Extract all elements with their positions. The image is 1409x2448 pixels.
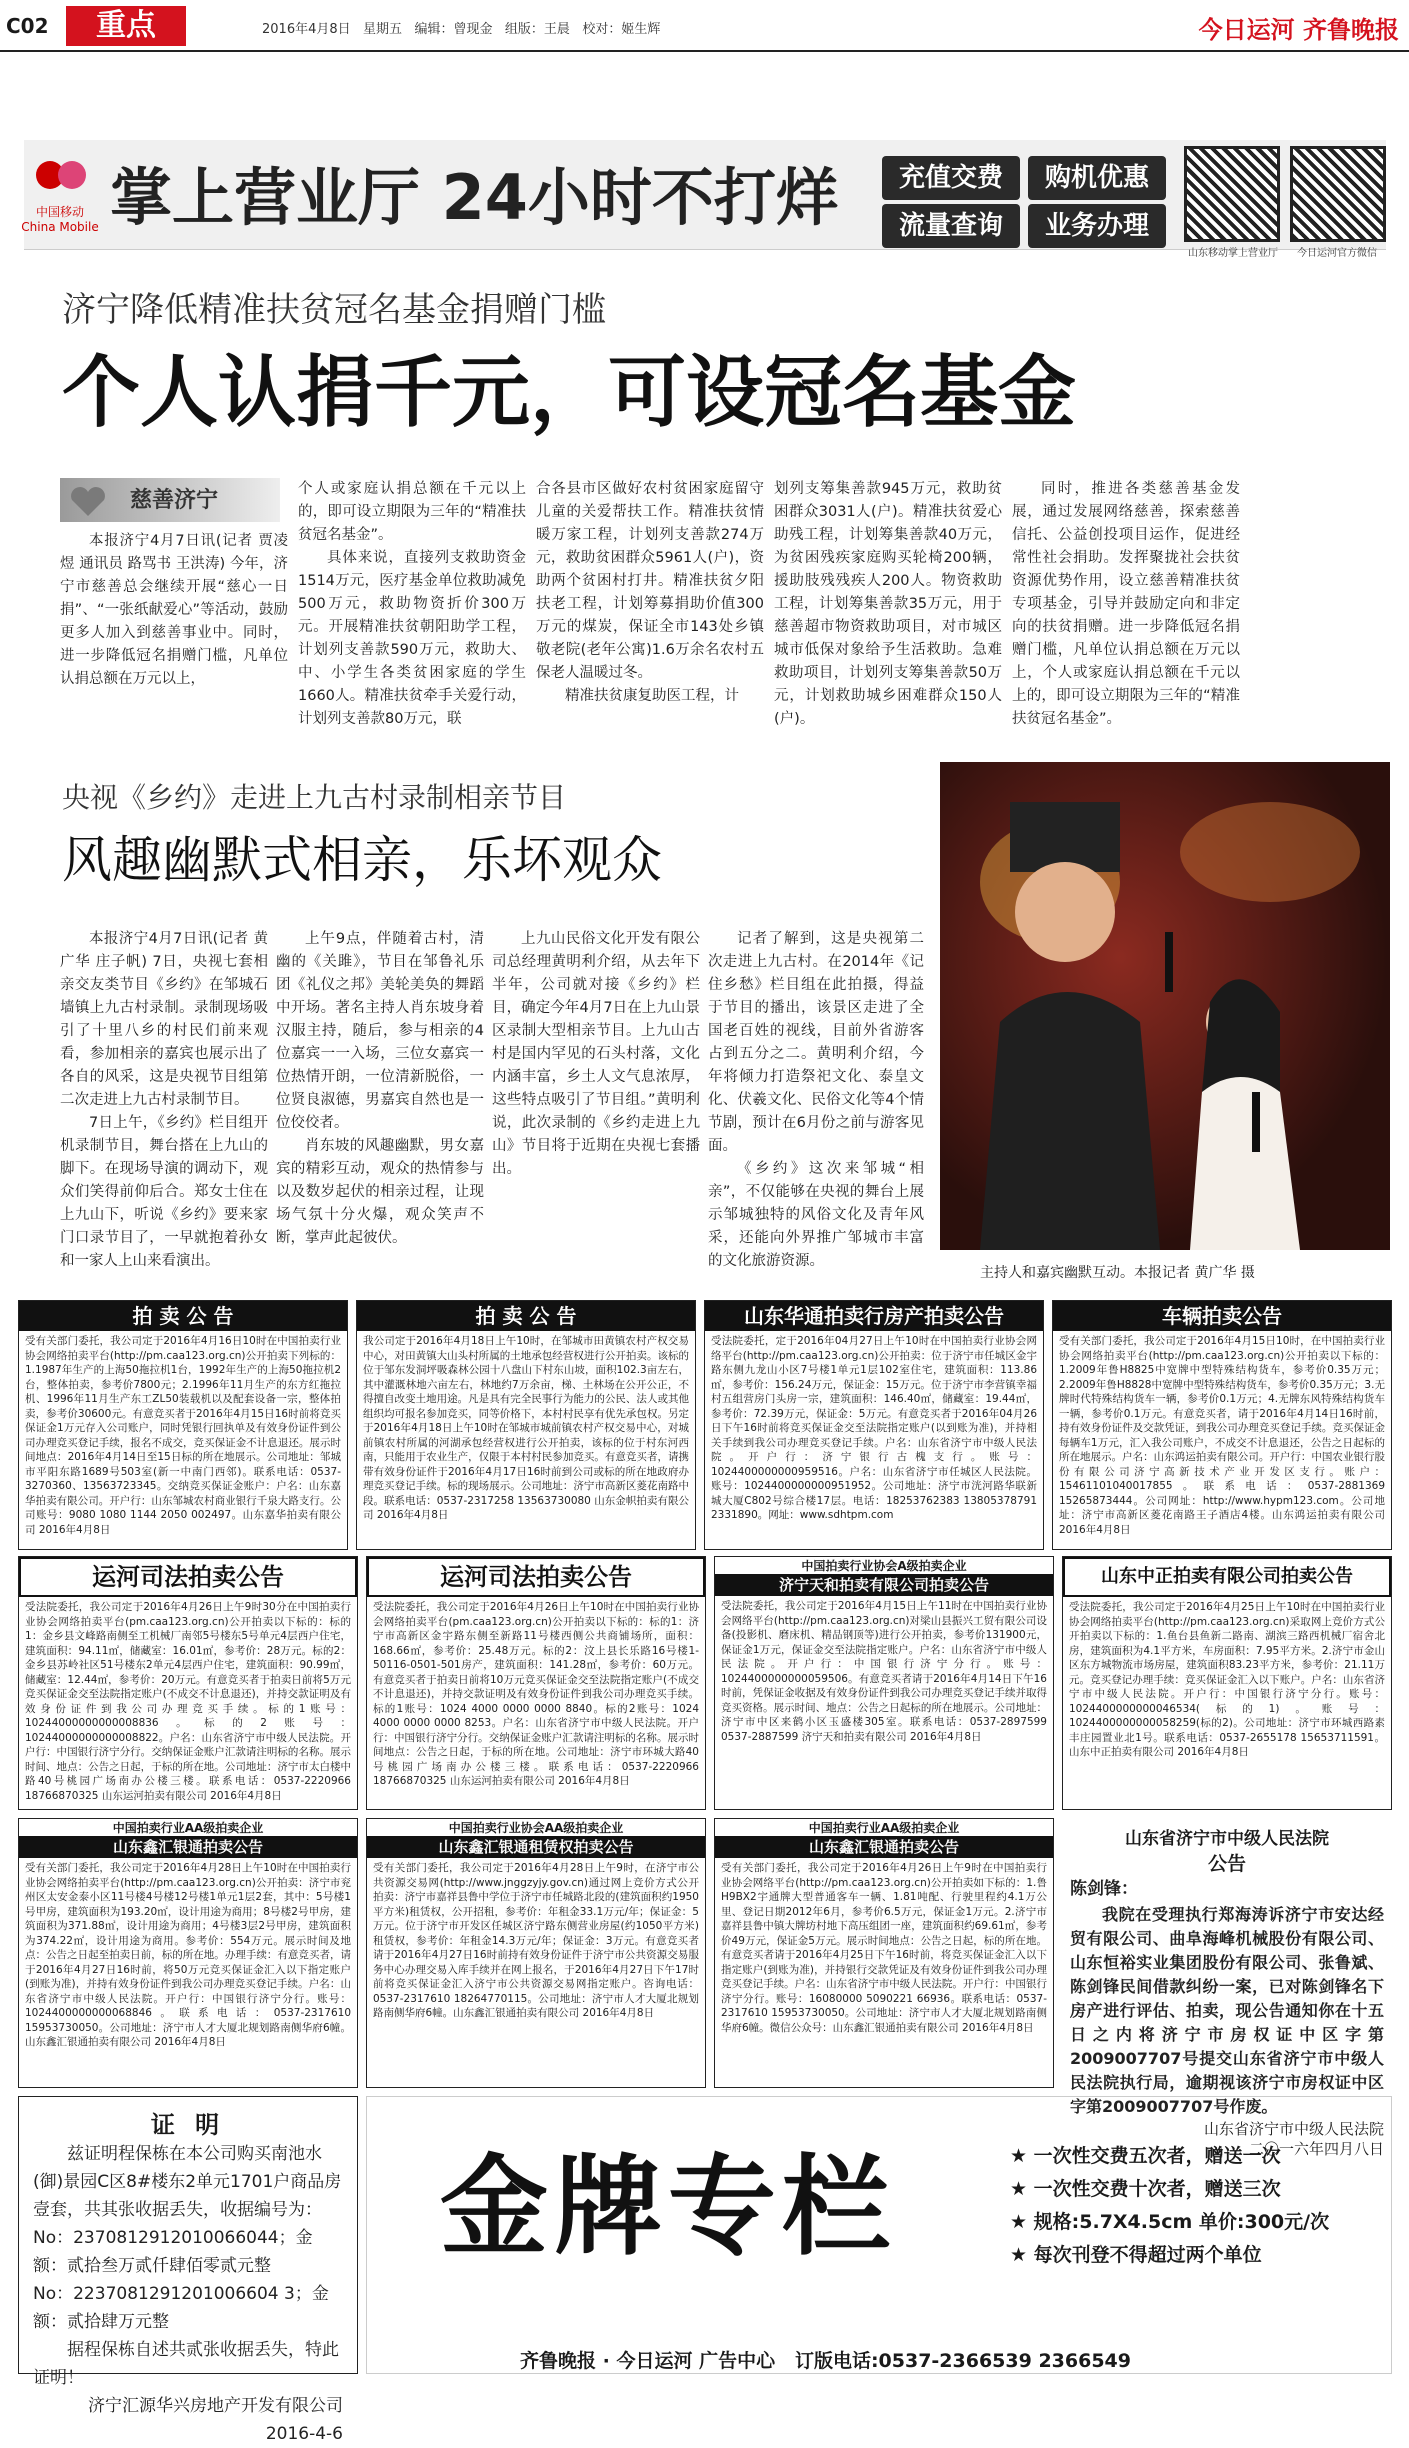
auction-notice-body: 受法院委托，我公司定于2016年4月15日上午11时在中国拍卖行业协会网络平台(http://pm.caa123.org.cn)对梁山县振兴工贸有限公司设备(投影机、磨床机、精品钢顶等)进行公开拍卖，参考价131900元，保证金1万元，保证金交至法院指定账户。户名：山东省济宁市中级人民法院。开户行：中国银行济宁分行。账号：1024400000000059506。有意竞买者请于2016年4月14日下午16时前，凭保证金收据及有效身份证件到我公司办理竞买登记手续并取得竞买资格。展示时间、地点：公告之日起标的所在地展示。公司地址：济宁市中区来鹤小区玉盛楼305室。联系电话：0537-2897599 0537-2887599 济宁天和拍卖有限公司 2016年4月8日 — [721, 1600, 1047, 1743]
auction-notice-body: 受法院委托，我公司定于2016年4月26日上午10时在中国拍卖行业协会网络拍卖平台(pm.caa123.org.cn)公开拍卖以下标的：标的1：济宁市高新区金宇路东侧至新路11号楼西侧公共商铺场所，面积：168.66㎡，参考价：25.48万元。标的2：汶上县长乐路16号楼1-50116-0501-501房产，建筑面积：141.28㎡，参考价：60万元。有意竞买者于拍卖日前将10万元竞买保证金交至法院指定账户(不成交不计息退还)，并持交款证明及有效身份证件到我公司办理竞买手续。标的1账号：1024 4000 0000 0000 8840。标的2账号：1024 4000 0000 0000 8253。户名：山东省济宁市中级人民法院。开户行：中国银行济宁分行。交纳保证金账户汇款请注明标的名称。展示时间地点：公告之日起，于标的所在地。公司地址：济宁市环城大路40号桃园广场南办公楼三楼。联系电话：0537-2220966 18766870325 山东运河拍卖有限公司 2016年4月8日 — [373, 1601, 699, 1787]
certificate-date: 2016-4-6 — [265, 2424, 343, 2444]
page-header — [0, 0, 1409, 52]
china-mobile-logo — [20, 150, 100, 240]
auction-notice-title: 济宁天和拍卖有限公司拍卖公告 — [715, 1574, 1053, 1596]
article2-col3: 上九山民俗文化开发有限公司总经理黄明利介绍，从去年下半年，公司就对接《乡约》栏目，确定今年4月7日在上九山景区录制大型相亲节目。上九山古村是国内罕见的石头村落，文化内涵丰富，乡土人文气息浓厚，这些特点吸引了节目组。”黄明利说，此次录制的《乡约走进上九山》节目将于近期在央视七套播出。 — [492, 931, 700, 1177]
section-tag: 重点 — [66, 6, 186, 46]
article2-col1: 本报济宁4月7日讯(记者 黄广华 庄子帆) 7日，央视七套相亲交友类节目《乡约》在邹城石墙镇上九古村录制。录制现场吸引了十里八乡的村民们前来观看，参加相亲的嘉宾也展示出了各自的风采，这是央视节目组第二次走进上九古村录制节目。 7日上午，《乡约》栏目组开机录制节目，舞台搭在上九山的脚下。在现场导演的调动下，观众们笑得前仰后合。郑女士住在上九山下，听说《乡约》要来家门口录节目了，一早就抱着孙女和一家人上山来看演出。 — [60, 931, 268, 1269]
heart-icon — [68, 484, 108, 518]
article1-kicker: 济宁降低精准扶贫冠名基金捐赠门槛 — [62, 290, 606, 330]
ad-center-footer — [520, 2346, 1131, 2373]
article1-col2: 个人或家庭认捐总额在千元以上的，即可设立期限为三年的“精准扶贫冠名基金”。 具体来说，直接列支救助资金1514万元，医疗基金单位救助减免500万元，救助物资折价300万元。开展精准扶贫朝阳助学工程，计划列支善款590万元，救助大、中、小学生各类贫困家庭的学生1660人。精准扶贫牵手关爱行动，计划列支善款80万元，联 — [298, 481, 526, 727]
gold-offer-3: ★ 规格:5.7X4.5cm 单价:300元/次 — [1010, 2211, 1330, 2233]
auction-notice-body: 我公司定于2016年4月18日上午10时，在邹城市田黄镇农村产权交易中心，对田黄镇大山头村所属的土地承包经营权进行公开拍卖。该标的位于邹东发洞坪吸森林公园十八盘山下村东山坡，面积102.3亩左右，其中灌溉林地六亩左右，林地约7万余亩，梯、土林场在公开公正，不得擅自改变土地用途。凡是具有完全民事行为能力的公民、法人或其他组织均可报名参加竞买，同等价格下，本村村民享有优先承包权。另定于2016年4月18日上午10时在邹城市城前镇农村产权交易中心，对城前镇农村所属的河湖承包经营权进行公开拍卖，该标的位于村东河西南，只能用于农业生产，仅限于本村村民参加竞买。有意竞买者，请携带有效身份证件于2016年4月17日16时前到公司或标的所在地政府办理竞买登记手续。标的现场展示。公司地址：济宁市高新区菱花南路中段。联系电话：0537-2317258 13563730080 山东金帜拍卖有限公司 2016年4月8日 — [363, 1335, 689, 1521]
column-tag-charity: 慈善济宁 — [60, 478, 280, 522]
proofreader: 校对：姬生辉 — [582, 22, 661, 37]
gold-offer-1: ★ 一次性交费五次者，赠送一次 — [1010, 2145, 1281, 2167]
court-notice-addressee: 陈剑锋： — [1070, 1879, 1138, 1899]
banner-button-phones: 购机优惠 — [1028, 156, 1166, 200]
article1-col3: 合各县市区做好农村贫困家庭留守儿童的关爱帮扶工作。精准扶贫情暖万家工程，计划列支善款274万元，救助贫困群众5961人(户)，资助两个贫困村打井。精准扶贫夕阳扶老工程，计划筹募捐助价值300万元的煤炭，保证全市143处乡镇敬老院(老年公寓)1.6万余名农村五保老人温暖过冬。 精准扶贫康复助医工程，计 — [536, 481, 764, 704]
auction-notice-subtitle: 中国拍卖行业AA级拍卖企业 — [808, 1821, 960, 1835]
gold-offer-4: ★ 每次刊登不得超过两个单位 — [1010, 2244, 1262, 2266]
issue-date: 2016年4月8日 — [262, 22, 351, 37]
ad-center-name: 齐鲁晚报 · 今日运河 广告中心 — [520, 2350, 776, 2372]
gold-offer-2: ★ 一次性交费十次者，赠送三次 — [1010, 2178, 1281, 2200]
auction-notice-title: 车辆拍卖公告 — [1053, 1301, 1391, 1331]
auction-notice-subtitle: 中国拍卖行业协会AA级拍卖企业 — [448, 1821, 624, 1835]
auction-notice-body: 受法院委托，我公司定于2016年4月26日上午9时30分在中国拍卖行业协会网络拍卖平台(pm.caa123.org.cn)公开拍卖以下标的：标的1：金乡县文峰路南侧至工机械厂南邻5号楼东5号单元4层西户住宅，建筑面积：94.11㎡，储藏室：16.01㎡，参考价：28万元。标的2：金乡县苏岭社区51号楼东2单元4层西户住宅，建筑面积：90.99㎡，储藏室：12.44㎡，参考价：20万元。有意竞买者于拍卖日前将5万元竞买保证金交至法院指定账户(不成交不计息退还)，并持交款证明及有效身份证件到我公司办理竞买手续。标的1账号：10244000000000008836。标的2账号：10244000000000008822。户名：山东省济宁市中级人民法院。开户行：中国银行济宁分行。交纳保证金账户汇款请注明标的名称。展示时间、地点：公告之日起，于标的所在地。公司地址：济宁市太白楼中路40号桃园广场南办公楼三楼。联系电话：0537-2220966 18766870325 山东运河拍卖有限公司 2016年4月8日 — [25, 1601, 351, 1802]
qr-code-wechat — [1290, 146, 1386, 242]
designer: 组版：王晨 — [504, 22, 570, 37]
photo-caption: 主持人和嘉宾幽默互动。本报记者 黄广华 摄 — [980, 1265, 1255, 1281]
auction-notice-title: 运河司法拍卖公告 — [367, 1557, 705, 1597]
auction-notice-7 — [714, 1556, 1054, 1810]
court-notice-sign: 山东省济宁市中级人民法院 — [1203, 2120, 1384, 2138]
court-notice-body: 我院在受理执行郑海涛诉济宁市安达经贸有限公司、曲阜海峰机械股份有限公司、山东恒裕实业集团股份有限公司、张鲁斌、陈剑锋民间借款纠纷一案，已对陈剑锋名下房产进行评估、拍卖，现公告通知你在十五日之内将济宁市房权证中区字第2009007707号提交山东省济宁市中级人民法院执行局，逾期视该济宁市房权证中区字第2009007707号作废。 — [1070, 1905, 1384, 2116]
auction-notice-title: 拍 卖 公 告 — [357, 1301, 695, 1331]
auction-notice-subtitle: 中国拍卖行业AA级拍卖企业 — [112, 1821, 264, 1835]
auction-notice-title: 运河司法拍卖公告 — [19, 1557, 357, 1597]
court-notice-date: 二〇一六年四月八日 — [1248, 2140, 1384, 2158]
auction-notice-5 — [18, 1556, 358, 1810]
article2-col2: 上午9点，伴随着古村，清幽的《关雎》，节目在邹鲁礼乐团《礼仪之邦》美轮美奂的舞蹈中开场。著名主持人肖东坡身着汉服主持，随后，参与相亲的4位嘉宾一一入场，三位女嘉宾一位热情开朗，一位清新脱俗，一位贤良淑德，男嘉宾自然也是一位佼佼者。 肖东坡的风趣幽默，男女嘉宾的精彩互动，观众的热情参与以及数岁起伏的相亲过程，让现场气氛十分火爆，观众笑声不断，掌声此起彼伏。 — [276, 931, 484, 1246]
certificate-receipt-2: No：2237081291201006604 3；金额：贰拾肆万元整 — [33, 2284, 329, 2332]
auction-notice-6 — [366, 1556, 706, 1810]
gold-column-title: 金牌专栏 — [440, 2144, 897, 2270]
auction-notice-3 — [704, 1300, 1044, 1550]
article1-col4: 划列支筹集善款945万元，救助贫困群众3031人(户)。精准扶贫爱心助残工程，计划筹集善款40万元，为贫困残疾家庭购买轮椅200辆，援助肢残残疾人200人。物资救助工程，计划筹集善款35万元，用于慈善超市物资救助项目，对市城区城市低保对象给予生活救助。急难救助项目，计划列支筹集善款50万元，计划救助城乡困难群众150人(户)。 — [774, 481, 1002, 727]
certificate-receipt-1: No：2370812912010066044；金额：贰拾叁万贰仟肆佰零贰元整 — [33, 2228, 313, 2276]
auction-notice-1 — [18, 1300, 348, 1550]
auction-notice-body: 受法院委托，定于2016年04月27日上午10时在中国拍卖行业协会网络平台(http://pm.caa123.org.cn)公开拍卖：位于济宁市任城区金宇路东侧九龙山小区7号楼1单元1层102室住宅，建筑面积：113.86㎡，参考价：156.24万元，保证金：15万元。位于济宁市李营镇幸福村五组营房门头房一宗，建筑面积：146.40㎡，储藏室：19.44㎡，参考价：72.39万元，保证金：5万元。有意竞买者于2016年04月26日下午16时前将竞买保证金交至法院指定账户(以到账为准)，并持相关手续到我公司办理竞买登记手续。户名：山东省济宁市中级人民法院。开户行：济宁银行古槐支行。账号：1024400000000959516。户名：山东省济宁市任城区人民法院。账号：1024400000000951952。公司地址：济宁市洸河路华联新城大厦C802号综合楼17层。电话：18253762383 13805378791 2331890。网址：www.sdhtpm.com — [711, 1335, 1037, 1521]
certificate-notice — [18, 2096, 358, 2444]
auction-notice-title: 拍 卖 公 告 — [19, 1301, 347, 1331]
photo-illustration — [940, 762, 1390, 1250]
page-number: C02 — [6, 14, 49, 38]
news-photo — [940, 762, 1390, 1250]
banner-button-data: 流量查询 — [882, 204, 1020, 248]
ad-center-phone: 订版电话:0537-2366539 2366549 — [794, 2350, 1132, 2372]
article2-col4: 记者了解到，这是央视第二次走进上九古村。在2014年《记住乡愁》栏目组在此拍摄，得益于节目的播出，该景区走进了全国老百姓的视线，目前外省游客占到五分之二。黄明利介绍，今年将倾力打造祭祀文化、泰皇文化、伏羲文化、民俗文化等4个情节剧，预计在6月份之前与游客见面。 《乡约》这次来邹城“相亲”，不仅能够在央视的舞台上展示邹城独特的风俗文化及青年风采，还能向外界推广邹城市丰富的文化旅游资源。 — [708, 931, 924, 1269]
banner-button-service: 业务办理 — [1028, 204, 1166, 248]
qr-code-wechat-caption: 今日运河官方微信 — [1297, 248, 1377, 259]
editor: 编辑：曾现金 — [414, 22, 493, 37]
certificate-tail: 据程保栋自述共贰张收据丢失，特此证明！ — [33, 2340, 339, 2388]
certificate-company: 济宁汇源华兴房地产开发有限公司 — [88, 2396, 343, 2416]
auction-notice-body: 受法院委托，我公司定于2016年4月25日上午10时在中国拍卖行业协会网络拍卖平台(http://pm.caa123.org.cn)采取网上竞价方式公开拍卖以下标的：1.鱼台县鱼新二路南、湖滨三路西机械厂宿舍北房，建筑面积为4.1平方米，车房面积：7.95平方米。2.济宁市金山区东方城物流市场房屋，建筑面积83.23平方米，参考价：21.11万元。竞买登记办理手续：竞买保证金汇入以下账户。户名：山东省济宁市中级人民法院。开户行：中国银行济宁分行。账号：1024400000000046534(标的1)。账号：1024400000000058259(标的2)。公司地址：济宁市环城西路素丰庄园置业北1号。联系电话：0537-2655178 15653711591。山东中正拍卖有限公司 2016年4月8日 — [1069, 1601, 1385, 1758]
auction-notice-body: 受有关部门委托，我公司定于2016年4月28日上午9时，在济宁市公共资源交易网(http://www.jnggzyjy.gov.cn)通过网上竞价方式公开拍卖：济宁市嘉祥县鲁中学位于济宁市任城路北段的(建筑面积约1950平方米)租赁权，公开招租，参考价：年租金33.1万元/年；保证金：5万元。位于济宁市开发区任城区济宁路东侧营业房屋(约1050平方米)租赁权，参考价：年租金14.3万元/年；保证金：3万元。有意竞买者请于2016年4月27日16时前持有效身份证件于济宁市公共资源交易服务中心办理交易入库手续并在网上报名，于2016年4月27日下午17时前将竞买保证金汇入济宁市公共资源交易网指定账户。咨询电话：0537-2317610 18264770115。公司地址：济宁市人才大厦北规划路南侧华府6幢。山东鑫汇银通拍卖有限公司 2016年4月8日 — [373, 1862, 699, 2019]
auction-notice-8 — [1062, 1556, 1392, 1810]
qr-code-app-caption: 山东移动掌上营业厅 — [1188, 248, 1278, 259]
auction-notice-2 — [356, 1300, 696, 1550]
edition-meta — [262, 18, 660, 37]
auction-notice-title: 山东华通拍卖行房产拍卖公告 — [705, 1301, 1043, 1331]
article2-kicker: 央视《乡约》走进上九古村录制相亲节目 — [62, 781, 567, 814]
auction-notice-9 — [18, 1818, 358, 2088]
court-notice-title: 公告 — [1207, 1853, 1246, 1875]
court-name: 山东省济宁市中级人民法院 — [1125, 1829, 1329, 1849]
gold-column-offers — [1010, 2140, 1390, 2272]
auction-notice-body: 受有关部门委托，我公司定于2016年4月28日上午10时在中国拍卖行业协会网络拍卖平台(http://pm.caa123.org.cn)公开拍卖：济宁市兖州区太安金泰小区11号楼4号楼12号楼1单元1层2套，其中：5号楼1号甲房，建筑面积为193.20㎡，设计用途为商用；8号楼2号甲房，建筑面积为371.88㎡，设计用途为商用；4号楼3层2号甲房，建筑面积为374.22㎡，设计用途为商用。参考价：554万元。展示时间及地点：公告之日起至拍卖日前，标的所在地。办理手续：有意竞买者，请于2016年4月27日16时前，将50万元竞买保证金汇入以下指定账户(到账为准)，并持有效身份证件到我公司办理竞买登记手续。户名：山东省济宁市中级人民法院。开户行：中国银行济宁分行。账号：1024400000000068846。联系电话：0537-2317610 15953730050。公司地址：济宁市人才大厦北规划路南侧华府6幢。山东鑫汇银通拍卖有限公司 2016年4月8日 — [25, 1862, 351, 2048]
court-notice — [1062, 1818, 1392, 2158]
mobile-logo-text: 中国移动 China Mobile — [21, 205, 99, 234]
newspaper-brand: 今日运河 齐鲁晚报 — [1198, 15, 1399, 44]
banner-title: 掌上营业厅 24小时不打烊 — [110, 161, 838, 234]
article1-col1: 本报济宁4月7日讯(记者 贾凌煜 通讯员 路骂书 王洪涛) 今年，济宁市慈善总会继续开展“慈心一日捐”、“一张纸献爱心”等活动，鼓励更多人加入到慈善事业中。同时，进一步降低冠名捐赠门槛，凡单位认捐总额在万元以上， — [60, 533, 288, 687]
auction-notice-body: 受有关部门委托，我公司定于2016年4月16日10时在中国拍卖行业协会网络拍卖平台(http://pm.caa123.org.cn)公开拍卖下列标的：1.1987年生产的上海50拖拉机1台，1992年生产的上海50拖拉机2台，整体拍卖，参考价7800元；2.1996年11月生产的东方红拖拉机、1996年11月生产东工ZL50装载机以及配套设备一宗，整体拍卖，参考价30600元。有意竞买者于2016年4月15日16时前将竞买保证金1万元存入公司账户，同时凭银行回执单及有效身份证件到公司办理竞买登记手续，报名不成交，竞买保证金不计息退还。展示时间地点：2016年4月14日至15日标的所在地展示。公司地址：邹城市平阳东路1689号503室(新一中南门西邻)。联系电话：0537-3270360、13563723345。交纳竞买保证金账户：户名：山东嘉华拍卖有限公司。开户行：山东邹城农村商业银行千泉大路支行。公司账号：9080 1080 1144 2050 002497。山东嘉华拍卖有限公司 2016年4月8日 — [25, 1335, 341, 1536]
banner-button-recharge: 充值交费 — [882, 156, 1020, 200]
auction-notice-title: 山东中正拍卖有限公司拍卖公告 — [1063, 1557, 1391, 1597]
certificate-title: 证 明 — [150, 2111, 226, 2139]
auction-notice-body: 受有关部门委托，我公司定于2016年4月15日10时，在中国拍卖行业协会网络拍卖平台(http://pm.caa123.org.cn)公开拍卖以下标的：1.2009年鲁H8825中宽牌中型特殊结构货车，参考价0.35万元；2.2009年鲁H8828中宽牌中型特殊结构货车，参考价0.35万元；3.无牌时代特殊结构货车一辆，参考价0.1万元；4.无牌东风特殊结构货车一辆，参考价0.1万元。有意竞买者，请于2016年4月14日16时前，持有效身份证件及交款凭证，到我公司办理竞买登记手续。竞买保证金每辆车1万元，汇入我公司账户，不成交不计息退还，公告之日起标的所在地展示。户名：山东鸿运拍卖有限公司。开户行：中国农业银行股份有限公司济宁高新技术产业开发区支行。账户：15461101040017855。联系电话：0537-2881369 15265873444。公司网址：http://www.hypm123.com。公司地址：济宁市高新区菱花南路王子酒店4楼。山东鸿运拍卖有限公司 2016年4月8日 — [1059, 1335, 1385, 1536]
auction-notice-subtitle: 中国拍卖行业协会A级拍卖企业 — [801, 1559, 967, 1573]
article1-headline: 个人认捐千元，可设冠名基金 — [62, 348, 1077, 438]
qr-code-app — [1184, 146, 1280, 242]
auction-notice-title: 山东鑫汇银通拍卖公告 — [715, 1836, 1053, 1858]
mobile-logo-icon — [30, 150, 90, 200]
issue-weekday: 星期五 — [363, 22, 403, 37]
auction-notice-11 — [714, 1818, 1054, 2088]
article1-col5: 同时，推进各类慈善基金发展，通过发展网络慈善，探索慈善信托、公益创投项目运作，促进经常性社会捐助。发挥聚拢社会扶贫资源优势作用，设立慈善精准扶贫专项基金，引导并鼓励定向和非定向的扶贫捐赠。进一步降低冠名捐赠门槛，凡单位认捐总额在万元以上，个人或家庭认捐总额在千元以上的，即可设立期限为三年的“精准扶贫冠名基金”。 — [1012, 481, 1240, 727]
certificate-body: 兹证明程保栋在本公司购买南池水(御)景园C区8#楼东2单元1701户商品房壹套，共其张收据丢失，收据编号为： — [33, 2144, 342, 2220]
auction-notice-4 — [1052, 1300, 1392, 1550]
auction-notice-title: 山东鑫汇银通拍卖公告 — [19, 1836, 357, 1858]
auction-notice-title: 山东鑫汇银通租赁权拍卖公告 — [367, 1836, 705, 1858]
auction-notice-body: 受有关部门委托，我公司定于2016年4月26日上午9时在中国拍卖行业协会网络平台(http://pm.caa123.org.cn)公开拍卖如下标的：1.鲁H9BX2宇通牌大型普通客车一辆、1.81吨配、行驶里程约4.1万公里、登记日期2012年6月，参考价6.5万元，保证金1万元。2.济宁市嘉祥县鲁中镇大牌坊村地下高压组团一座，建筑面积约69.61㎡，参考价49万元，保证金5万元。展示时间地点：公告之日起，标的所在地。有意竞买者请于2016年4月25日下午16时前，将竞买保证金汇入以下指定账户(到账为准)，并持银行交款凭证及有效身份证件到我公司办理竞买登记手续。户名：山东省济宁市中级人民法院。开户行：中国银行济宁分行。账号：16080000 5090221 66936。联系电话：0537-2317610 15953730050。公司地址：济宁市人才大厦北规划路南侧华府6幢。微信公众号：山东鑫汇银通拍卖有限公司 2016年4月8日 — [721, 1862, 1047, 2034]
auction-notice-10 — [366, 1818, 706, 2088]
article2-headline: 风趣幽默式相亲，乐坏观众 — [62, 831, 662, 889]
